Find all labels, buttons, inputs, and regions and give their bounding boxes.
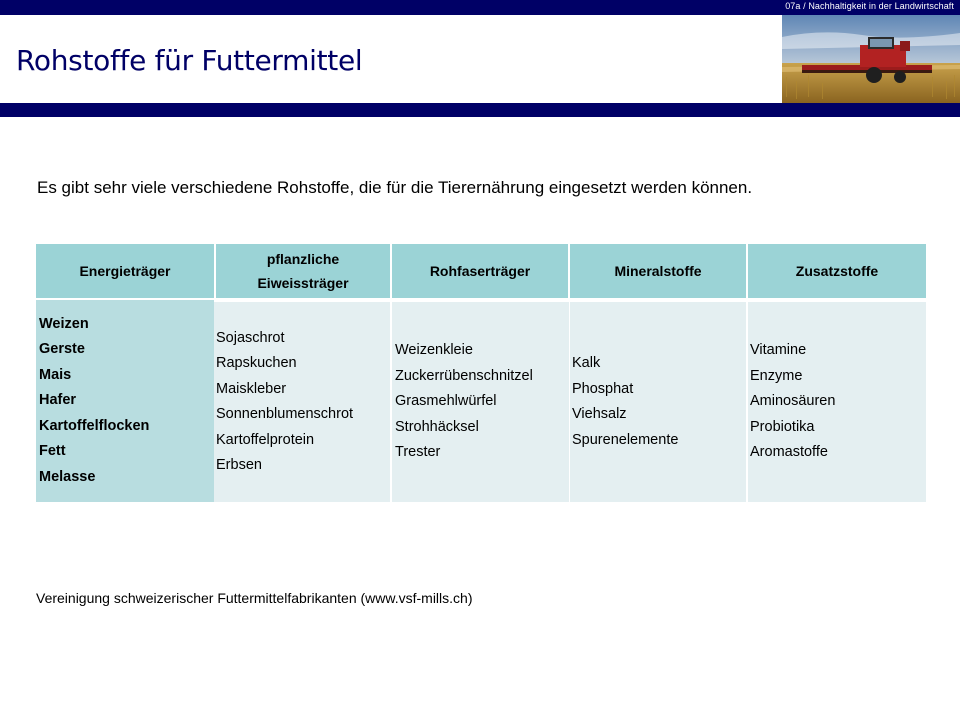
source-note: Vereinigung schweizerischer Futtermittelfabrikanten (www.vsf-mills.ch) (36, 590, 473, 606)
list-item: Kartoffelflocken (39, 417, 150, 434)
cell-eiweisstraeger (214, 302, 390, 502)
cell-zusatzstoffe (748, 302, 926, 502)
column-header-text: Energieträger (79, 263, 171, 279)
list-item: Sojaschrot (216, 329, 285, 346)
cell-rohfasertraeger (392, 302, 569, 502)
intro-text: Es gibt sehr viele verschiedene Rohstoffe, die für die Tierernährung eingesetzt werden können. (37, 178, 753, 197)
list-item: Melasse (39, 468, 96, 485)
list-item: Mais (39, 366, 72, 383)
column-header-text: Mineralstoffe (614, 263, 702, 279)
column-header-text: Rohfaserträger (429, 263, 531, 279)
cell-mineralstoffe (570, 302, 746, 502)
list-item: Phosphat (572, 380, 634, 397)
list-item: Hafer (39, 392, 77, 409)
page-title: Rohstoffe für Futtermittel (16, 44, 363, 77)
list-item: Probiotika (750, 418, 815, 435)
column-header-energietraeger (36, 244, 214, 298)
list-item: Erbsen (216, 457, 262, 473)
list-item: Strohhäcksel (395, 418, 479, 435)
list-item: Maiskleber (216, 380, 287, 397)
list-item: Enzyme (750, 367, 803, 384)
header-band (0, 103, 960, 117)
list-item: Grasmehlwürfel (395, 393, 497, 410)
section-label: 07a / Nachhaltigkeit in der Landwirtschaft (785, 1, 954, 11)
list-item: Weizen (39, 315, 89, 332)
column-header-zusatzstoffe (748, 244, 926, 298)
column-header-mineralstoffe (570, 244, 746, 298)
list-item: Kartoffelprotein (216, 431, 315, 448)
column-header-rohfasertraeger (392, 244, 568, 298)
harvester-photo-graphic (782, 15, 960, 103)
cell-energietraeger (36, 300, 214, 502)
list-item: Aminosäuren (750, 393, 836, 410)
feed-raw-materials-table (36, 244, 926, 502)
column-header-text: pflanzliche (266, 251, 340, 267)
list-item: Gerste (39, 341, 85, 358)
column-header-eiweisstraeger (216, 244, 390, 298)
list-item: Zuckerrübenschnitzel (395, 367, 533, 384)
list-item: Aromastoffe (750, 444, 828, 461)
list-item: Spurenelemente (572, 431, 679, 448)
column-header-text: Zusatzstoffe (795, 263, 879, 279)
top-strip (0, 0, 960, 15)
list-item: Kalk (572, 355, 601, 371)
list-item: Sonnenblumenschrot (216, 406, 354, 422)
list-item: Rapskuchen (216, 355, 297, 371)
list-item: Weizenkleie (395, 342, 473, 359)
list-item: Trester (395, 444, 441, 461)
column-header-text: Eiweissträger (257, 275, 349, 291)
list-item: Vitamine (750, 342, 807, 359)
harvester-photo (782, 15, 960, 103)
list-item: Viehsalz (572, 406, 627, 422)
list-item: Fett (39, 443, 66, 460)
